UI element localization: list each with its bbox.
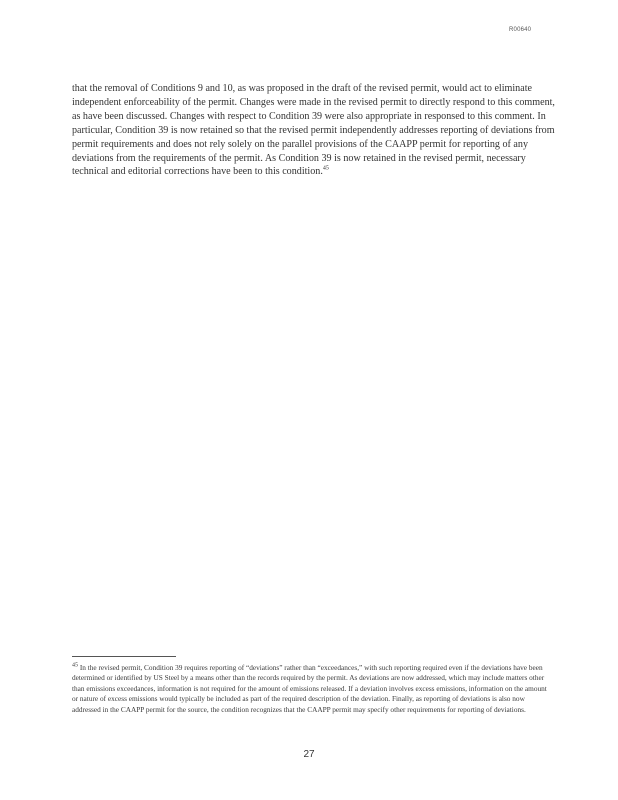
footnote-separator [72,656,176,657]
footnote [72,663,550,715]
page-identifier: R00640 [509,27,532,33]
footnote-reference[interactable]: 45 [322,166,329,173]
footnote-text: In the revised permit, Condition 39 requires reporting of “deviations” rather than “exceedances,” with such reporting required even if the deviations have been determined or identified by US Steel by a means other than the records required by the permit. As deviations are now addressed, which may include matters other than emissions exceedances, information is not required for the amount of emissions released. If a deviation involves excess emissions, information on the amount or nature of excess emissions would typically be included as part of the required description of the deviation. Finally, as reporting of deviations is also now addressed in the CAAPP permit for the source, the condition recognizes that the CAAPP permit may specify other requirements for reporting of deviations. [72,663,547,714]
body-paragraph-text: that the removal of Conditions 9 and 10, as was proposed in the draft of the revised permit, would act to eliminate independent enforceability of the permit. Changes were made in the revised permit to directly respond to this comment, as have been discussed. Changes with respect to Condition 39 were also appropriate in responsed to this comment. In particular, Condition 39 is now retained so that the revised permit independently addresses reporting of deviations from permit requirements and does not rely solely on the parallel provisions of the CAAPP permit for reporting of any deviations from the requirements of the permit. As Condition 39 is now retained in the revised permit, necessary technical and editorial corrections have been to this condition. [72,83,555,178]
page-number: 27 [303,749,315,760]
footnote-marker: 45 [72,662,78,669]
body-paragraph [72,82,558,179]
